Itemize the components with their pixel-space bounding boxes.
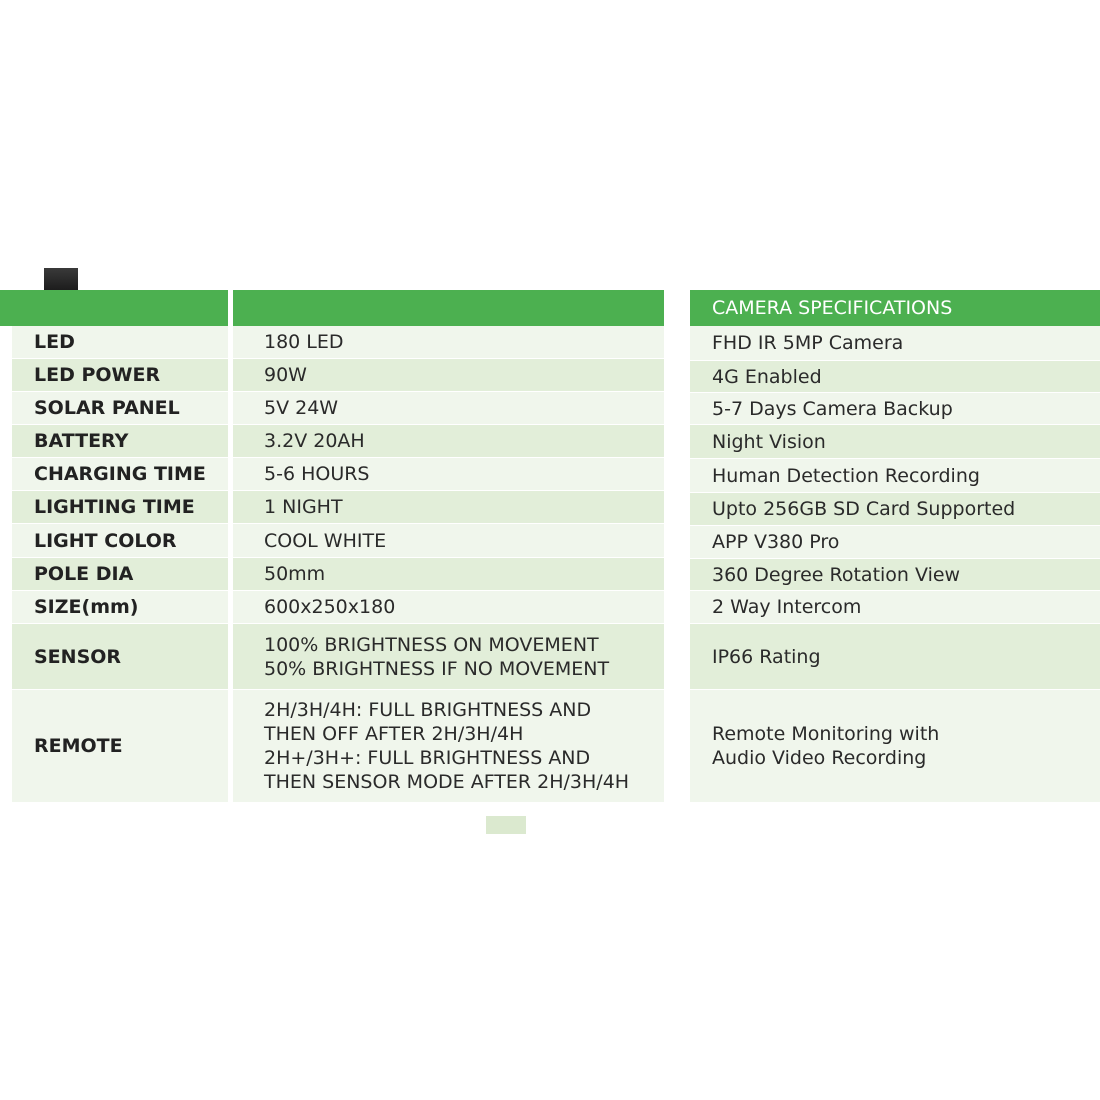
camera-spec-item xyxy=(690,493,1100,525)
camera-table-header xyxy=(690,290,1100,326)
spec-value: 600x250x180 xyxy=(233,591,664,623)
spec-value xyxy=(233,624,664,689)
spec-value: 50mm xyxy=(233,558,664,590)
camera-spec-item xyxy=(690,624,1100,689)
spec-value-line: THEN SENSOR MODE AFTER 2H/3H/4H xyxy=(264,771,630,793)
camera-spec-line: IP66 Rating xyxy=(712,645,821,668)
camera-spec-item xyxy=(690,690,1100,802)
spec-value: 180 LED xyxy=(233,326,664,358)
spec-value-line: 50% BRIGHTNESS IF NO MOVEMENT xyxy=(264,657,610,680)
spec-label: SOLAR PANEL xyxy=(12,392,228,424)
camera-spec-line: 360 Degree Rotation View xyxy=(712,563,961,586)
spec-value xyxy=(233,690,664,802)
camera-spec-item xyxy=(690,459,1100,492)
camera-spec-line: 5-7 Days Camera Backup xyxy=(712,397,953,420)
spec-value: 3.2V 20AH xyxy=(233,425,664,457)
camera-table-title: CAMERA SPECIFICATIONS xyxy=(712,297,953,319)
camera-spec-item xyxy=(690,393,1100,424)
pole-graphic xyxy=(44,268,78,292)
spec-label: LIGHTING TIME xyxy=(12,491,228,523)
spec-label: POLE DIA xyxy=(12,558,228,590)
spec-value: 5-6 HOURS xyxy=(233,458,664,490)
camera-spec-line: Remote Monitoring with xyxy=(712,723,940,745)
spec-value: 90W xyxy=(233,359,664,391)
spec-value-line: 2H/3H/4H: FULL BRIGHTNESS AND xyxy=(264,699,592,721)
camera-spec-item xyxy=(690,425,1100,458)
camera-spec-line: Audio Video Recording xyxy=(712,747,927,769)
camera-spec-item xyxy=(690,361,1100,392)
spec-value-line: 2H+/3H+: FULL BRIGHTNESS AND xyxy=(264,747,591,769)
camera-spec-line: Human Detection Recording xyxy=(712,464,980,487)
spec-label: LED xyxy=(12,326,228,358)
spec-value: 5V 24W xyxy=(233,392,664,424)
spec-value-line: THEN OFF AFTER 2H/3H/4H xyxy=(264,723,524,745)
camera-spec-item xyxy=(690,526,1100,558)
page-number-tab xyxy=(486,816,526,834)
spec-label: BATTERY xyxy=(12,425,228,457)
spec-value: 1 NIGHT xyxy=(233,491,664,523)
camera-spec-line: 2 Way Intercom xyxy=(712,596,862,618)
left-table-header-value xyxy=(233,290,664,326)
camera-spec-item xyxy=(690,326,1100,360)
spec-label: SIZE(mm) xyxy=(12,591,228,623)
camera-spec-line: Upto 256GB SD Card Supported xyxy=(712,498,1016,520)
spec-label: REMOTE xyxy=(12,690,228,802)
spec-label: SENSOR xyxy=(12,624,228,689)
camera-spec-line: 4G Enabled xyxy=(712,365,822,388)
camera-spec-line: Night Vision xyxy=(712,430,826,453)
spec-label: LIGHT COLOR xyxy=(12,524,228,557)
spec-label: LED POWER xyxy=(12,359,228,391)
camera-spec-item xyxy=(690,591,1100,623)
spec-value: COOL WHITE xyxy=(233,524,664,557)
spec-value-line: 100% BRIGHTNESS ON MOVEMENT xyxy=(264,633,599,656)
camera-spec-item xyxy=(690,559,1100,590)
spec-label: CHARGING TIME xyxy=(12,458,228,490)
camera-spec-line: APP V380 Pro xyxy=(712,531,840,553)
left-table-header-label xyxy=(0,290,228,326)
camera-spec-line: FHD IR 5MP Camera xyxy=(712,332,904,354)
